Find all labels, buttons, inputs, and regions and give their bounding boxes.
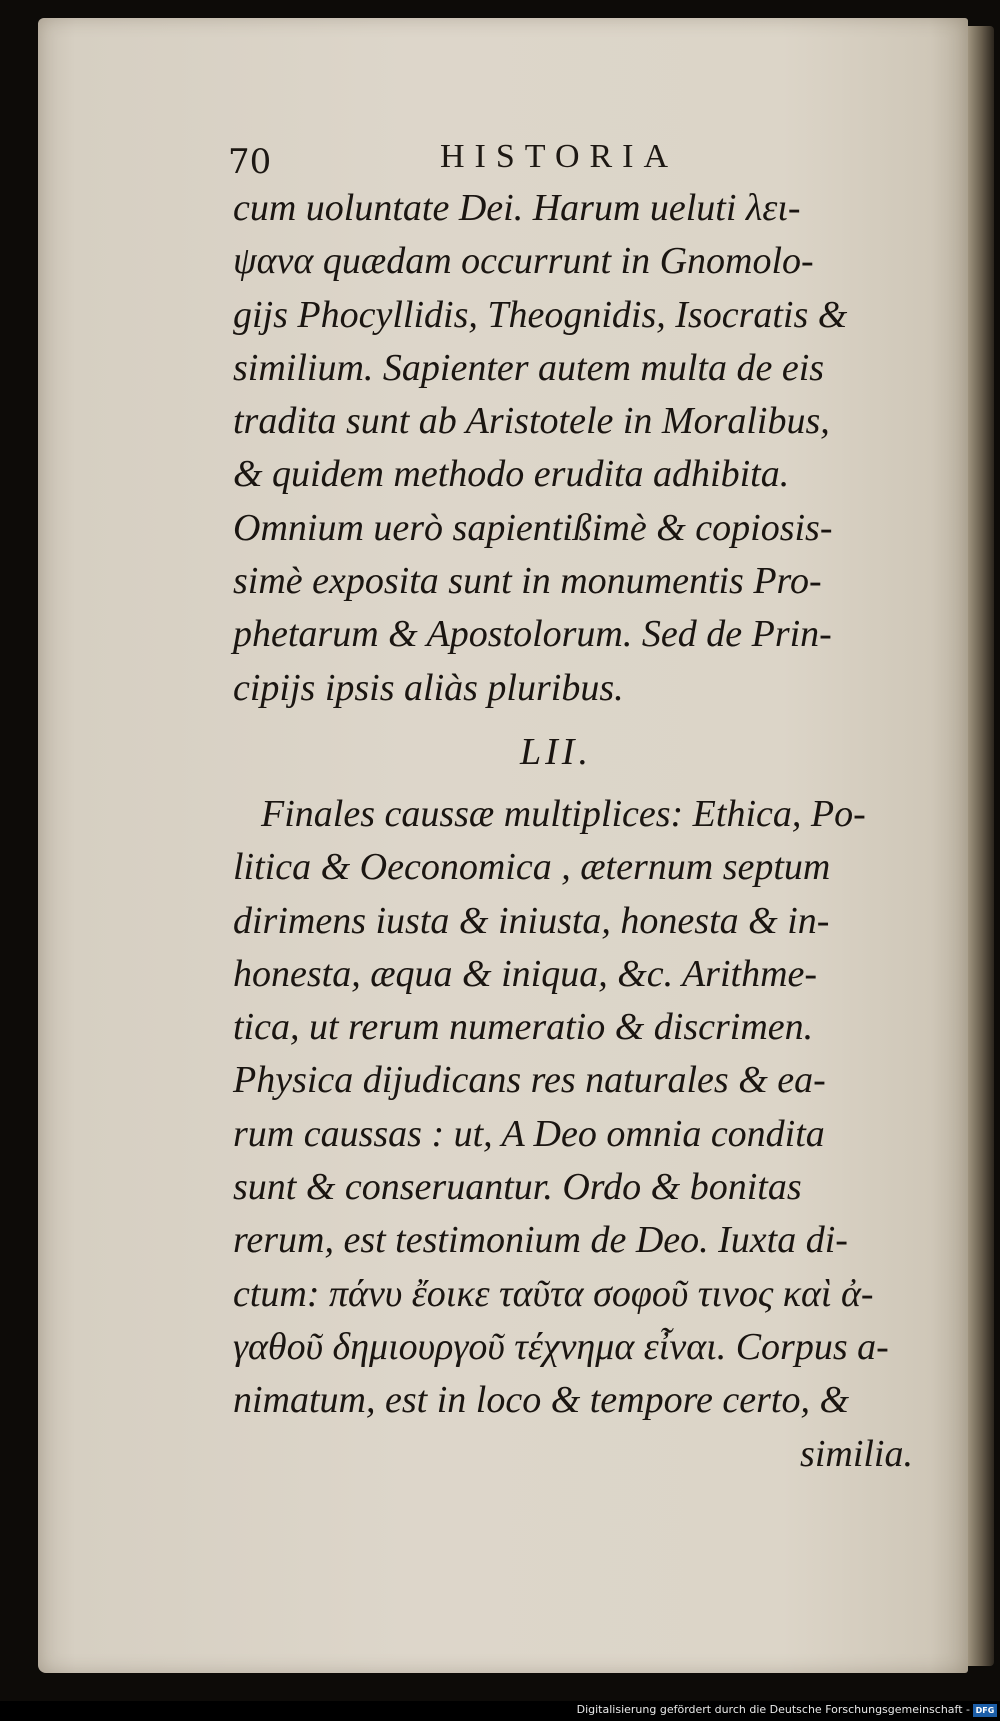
text-line: Omnium uerò sapientißimè & copiosis-: [233, 506, 833, 549]
text-line: honesta, æqua & iniqua, &c. Arithme-: [233, 952, 818, 995]
text-line: simè exposita sunt in monumentis Pro-: [233, 560, 822, 603]
text-line: sunt & conseruantur. Ordo & bonitas: [233, 1166, 802, 1209]
text-line: gijs Phocyllidis, Theognidis, Isocratis &: [233, 293, 848, 336]
paragraph-1: [233, 182, 933, 715]
page-number: 70: [228, 142, 272, 182]
text-line: rerum, est testimonium de Deo. Iuxta di-: [233, 1219, 848, 1262]
text-line: Finales caussæ multiplices: Ethica, Po-: [261, 793, 866, 835]
running-title: HISTORIA: [440, 138, 679, 175]
text-line: Physica dijudicans res naturales & ea-: [233, 1059, 826, 1102]
text-line: cum uoluntate Dei. Harum ueluti λει-: [233, 187, 801, 229]
funding-credit: Digitalisierung gefördert durch die Deutsche Forschungsgemeinschaft -: [576, 1703, 970, 1716]
text-line: ψανα quædam occurrunt in Gnomolo-: [233, 240, 814, 283]
text-line: similia.: [800, 1432, 913, 1475]
text-line: similium. Sapienter autem multa de eis: [233, 346, 825, 389]
paragraph-2: [233, 788, 933, 1481]
text-line: cipijs ipsis aliàs pluribus.: [233, 666, 624, 709]
text-line: ctum: πάνυ ἔοικε ταῦτα σοφοῦ τινος καὶ ἀ-: [233, 1272, 874, 1315]
page-header: [228, 138, 928, 188]
text-line: γαθοῦ δημιουργοῦ τέχνημα εἶναι. Corpus a-: [233, 1325, 889, 1368]
text-line: & quidem methodo erudita adhibita.: [233, 453, 790, 496]
footer-bar: [0, 1701, 1000, 1721]
text-line: tradita sunt ab Aristotele in Moralibus,: [233, 400, 830, 443]
text-line: litica & Oeconomica , æternum septum: [233, 846, 831, 889]
page-edge: [968, 26, 994, 1666]
text-line: phetarum & Apostolorum. Sed de Prin-: [233, 613, 832, 656]
section-heading: LII.: [520, 731, 592, 773]
dfg-logo: DFG: [973, 1704, 997, 1717]
text-line: dirimens iusta & iniusta, honesta & in-: [233, 899, 830, 942]
text-line: rum caussas : ut, A Deo omnia condita: [233, 1112, 825, 1155]
text-line: nimatum, est in loco & tempore certo, &: [233, 1379, 849, 1422]
text-line: tica, ut rerum numeratio & discrimen.: [233, 1006, 814, 1049]
